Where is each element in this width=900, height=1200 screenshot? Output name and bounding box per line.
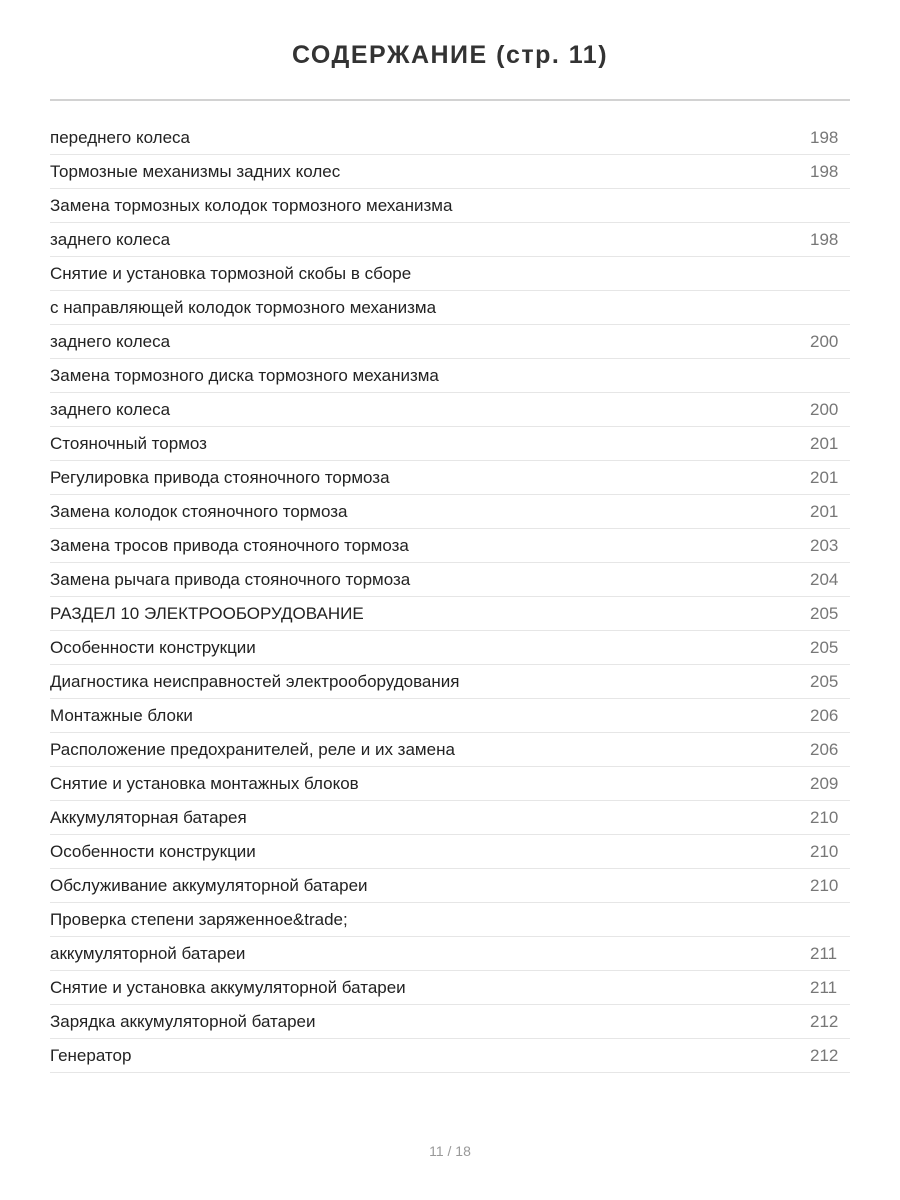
toc-entry-page-number: 212: [810, 1011, 839, 1031]
toc-entry[interactable]: [50, 155, 850, 189]
table-of-contents: [50, 121, 850, 1073]
toc-entry[interactable]: [50, 835, 850, 869]
toc-entry-title: Расположение предохранителей, реле и их замена: [50, 739, 455, 759]
toc-entry-page-number: 209: [810, 773, 839, 793]
toc-entry-title: Регулировка привода стояночного тормоза: [50, 467, 390, 487]
toc-entry-title: Стояночный тормоз: [50, 433, 207, 453]
toc-entry-page-number: 206: [810, 739, 839, 759]
toc-entry[interactable]: [50, 359, 850, 393]
toc-entry-page-number: 201: [810, 467, 839, 487]
title-divider: [50, 99, 850, 101]
toc-entry-page-number: 212: [810, 1045, 839, 1065]
toc-entry-page-number: 210: [810, 841, 839, 861]
toc-entry-page-number: 210: [810, 807, 839, 827]
toc-entry[interactable]: [50, 427, 850, 461]
toc-entry[interactable]: [50, 631, 850, 665]
toc-entry-page-number: 201: [810, 501, 839, 521]
toc-entry-page-number: 198: [810, 229, 839, 249]
toc-entry-title: Замена тормозных колодок тормозного механизма: [50, 195, 453, 215]
toc-entry[interactable]: [50, 767, 850, 801]
toc-entry-title: Снятие и установка монтажных блоков: [50, 773, 359, 793]
toc-entry[interactable]: [50, 903, 850, 937]
toc-entry-page-number: 200: [810, 399, 839, 419]
toc-entry-page-number: 205: [810, 671, 839, 691]
toc-entry-title: Снятие и установка аккумуляторной батареи: [50, 977, 406, 997]
toc-entry-title: переднего колеса: [50, 127, 191, 147]
page-title: СОДЕРЖАНИЕ (стр. 11): [291, 41, 609, 69]
toc-entry[interactable]: [50, 223, 850, 257]
toc-entry-page-number: 203: [810, 535, 839, 555]
toc-entry-title: Проверка степени заряженное&trade;: [50, 909, 348, 929]
toc-entry[interactable]: [50, 971, 850, 1005]
toc-entry-page-number: 200: [810, 331, 839, 351]
toc-entry-title: Аккумуляторная батарея: [50, 807, 247, 827]
toc-entry-title: Генератор: [50, 1045, 132, 1065]
toc-entry-title: Снятие и установка тормозной скобы в сборе: [50, 263, 412, 283]
toc-entry-title: Обслуживание аккумуляторной батареи: [50, 875, 368, 895]
toc-entry-page-number: 206: [810, 705, 839, 725]
toc-entry[interactable]: [50, 937, 850, 971]
toc-entry-page-number: 205: [810, 637, 839, 657]
toc-entry-title: Замена рычага привода стояночного тормоза: [50, 569, 411, 589]
toc-entry-title: заднего колеса: [50, 399, 171, 419]
toc-entry-page-number: 201: [810, 433, 839, 453]
toc-entry[interactable]: [50, 325, 850, 359]
toc-entry-title: Диагностика неисправностей электрооборудования: [50, 671, 460, 691]
toc-entry-title: Зарядка аккумуляторной батареи: [50, 1011, 316, 1031]
toc-entry-title: Замена тормозного диска тормозного механизма: [50, 365, 439, 385]
toc-entry[interactable]: [50, 495, 850, 529]
toc-entry-page-number: 205: [810, 603, 839, 623]
toc-entry-title: Монтажные блоки: [50, 705, 193, 725]
toc-entry[interactable]: [50, 869, 850, 903]
toc-entry-page-number: 211: [810, 977, 838, 997]
toc-entry-title: Особенности конструкции: [50, 637, 256, 657]
toc-entry[interactable]: [50, 461, 850, 495]
toc-entry-title: РАЗДЕЛ 10 ЭЛЕКТРООБОРУДОВАНИЕ: [50, 603, 364, 623]
toc-entry[interactable]: [50, 1039, 850, 1073]
toc-entry[interactable]: [50, 563, 850, 597]
toc-entry[interactable]: [50, 699, 850, 733]
toc-entry-title: Тормозные механизмы задних колес: [50, 161, 341, 181]
toc-entry-page-number: 211: [810, 943, 838, 963]
toc-entry-title: аккумуляторной батареи: [50, 943, 246, 963]
toc-entry[interactable]: [50, 529, 850, 563]
toc-entry-page-number: 198: [810, 127, 839, 147]
toc-entry[interactable]: [50, 121, 850, 155]
toc-entry-page-number: 204: [810, 569, 839, 589]
toc-entry-title: заднего колеса: [50, 229, 171, 249]
toc-entry-page-number: 210: [810, 875, 839, 895]
toc-entry-title: Замена тросов привода стояночного тормоза: [50, 535, 409, 555]
toc-entry[interactable]: [50, 597, 850, 631]
toc-entry[interactable]: [50, 393, 850, 427]
toc-entry-title: заднего колеса: [50, 331, 171, 351]
toc-entry[interactable]: [50, 1005, 850, 1039]
toc-entry-title: с направляющей колодок тормозного механизма: [50, 297, 437, 317]
page-counter: 11 / 18: [429, 1143, 471, 1159]
toc-entry[interactable]: [50, 189, 850, 223]
toc-entry[interactable]: [50, 801, 850, 835]
toc-entry-page-number: 198: [810, 161, 839, 181]
toc-entry-title: Замена колодок стояночного тормоза: [50, 501, 348, 521]
toc-entry[interactable]: [50, 257, 850, 291]
toc-entry-title: Особенности конструкции: [50, 841, 256, 861]
toc-entry[interactable]: [50, 733, 850, 767]
toc-entry[interactable]: [50, 665, 850, 699]
toc-entry[interactable]: [50, 291, 850, 325]
